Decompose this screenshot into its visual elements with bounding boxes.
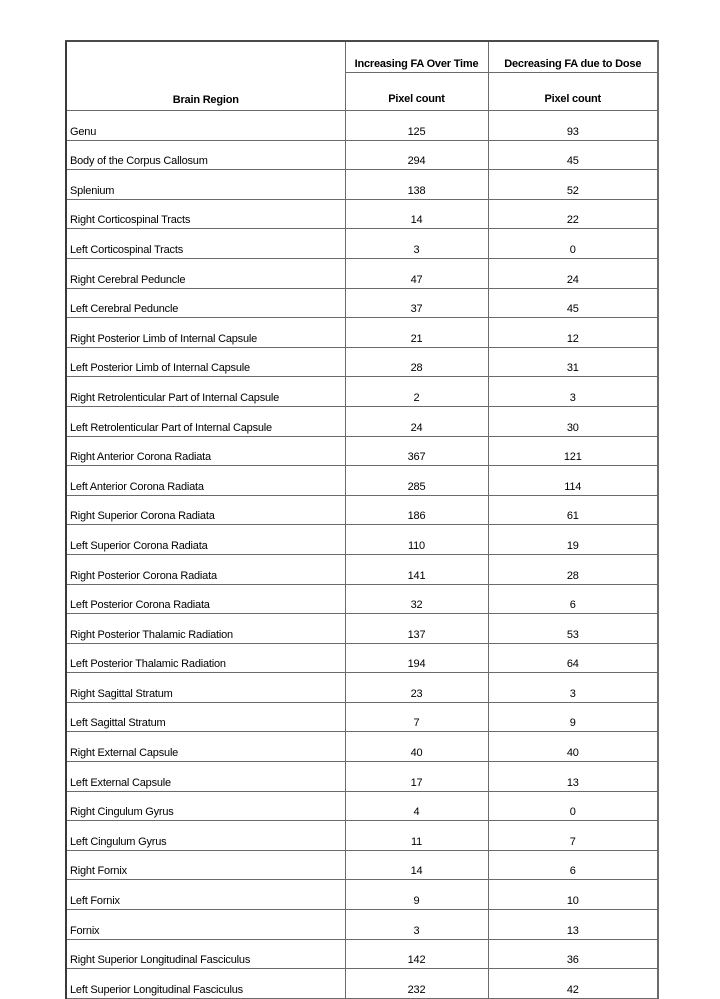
region-cell: Right Retrolenticular Part of Internal Capsule: [66, 377, 345, 407]
increasing-fa-count-cell: 186: [345, 495, 488, 525]
subheader-decreasing-pixel-count: Pixel count: [488, 73, 658, 111]
region-cell: Right Posterior Thalamic Radiation: [66, 614, 345, 644]
region-cell: Left Posterior Corona Radiata: [66, 584, 345, 614]
table-row: [66, 199, 658, 229]
increasing-fa-count-cell: 294: [345, 140, 488, 170]
region-cell: Left Cingulum Gyrus: [66, 821, 345, 851]
increasing-fa-count-cell: 40: [345, 732, 488, 762]
table-row: [66, 821, 658, 851]
increasing-fa-count-cell: 9: [345, 880, 488, 910]
table-row: [66, 436, 658, 466]
decreasing-fa-count-cell: 61: [488, 495, 658, 525]
decreasing-fa-count-cell: 36: [488, 939, 658, 969]
table-row: [66, 702, 658, 732]
region-cell: Genu: [66, 111, 345, 141]
increasing-fa-count-cell: 367: [345, 436, 488, 466]
table-row: [66, 584, 658, 614]
increasing-fa-count-cell: 28: [345, 347, 488, 377]
decreasing-fa-count-cell: 64: [488, 643, 658, 673]
increasing-fa-count-cell: 2: [345, 377, 488, 407]
increasing-fa-count-cell: 137: [345, 614, 488, 644]
table-row: [66, 880, 658, 910]
decreasing-fa-count-cell: 52: [488, 170, 658, 200]
increasing-fa-count-cell: 142: [345, 939, 488, 969]
table-header: [66, 41, 658, 111]
decreasing-fa-count-cell: 45: [488, 288, 658, 318]
region-cell: Right Posterior Corona Radiata: [66, 554, 345, 584]
region-cell: Right Sagittal Stratum: [66, 673, 345, 703]
decreasing-fa-count-cell: 13: [488, 762, 658, 792]
region-cell: Body of the Corpus Callosum: [66, 140, 345, 170]
increasing-fa-count-cell: 285: [345, 466, 488, 496]
header-row-groups: [66, 41, 658, 73]
decreasing-fa-count-cell: 0: [488, 791, 658, 821]
region-cell: Left Superior Corona Radiata: [66, 525, 345, 555]
increasing-fa-count-cell: 24: [345, 406, 488, 436]
increasing-fa-count-cell: 21: [345, 318, 488, 348]
increasing-fa-count-cell: 14: [345, 850, 488, 880]
decreasing-fa-count-cell: 9: [488, 702, 658, 732]
table-row: [66, 554, 658, 584]
region-cell: Right External Capsule: [66, 732, 345, 762]
table-row: [66, 525, 658, 555]
region-cell: Right Cerebral Peduncle: [66, 258, 345, 288]
region-cell: Left Superior Longitudinal Fasciculus: [66, 969, 345, 999]
decreasing-fa-count-cell: 0: [488, 229, 658, 259]
region-cell: Left Fornix: [66, 880, 345, 910]
decreasing-fa-count-cell: 53: [488, 614, 658, 644]
region-cell: Left External Capsule: [66, 762, 345, 792]
table-row: [66, 762, 658, 792]
region-cell: Right Corticospinal Tracts: [66, 199, 345, 229]
table-row: [66, 288, 658, 318]
region-cell: Left Anterior Corona Radiata: [66, 466, 345, 496]
region-cell: Right Posterior Limb of Internal Capsule: [66, 318, 345, 348]
table-row: [66, 347, 658, 377]
decreasing-fa-count-cell: 30: [488, 406, 658, 436]
increasing-fa-count-cell: 37: [345, 288, 488, 318]
decreasing-fa-count-cell: 28: [488, 554, 658, 584]
increasing-fa-count-cell: 138: [345, 170, 488, 200]
decreasing-fa-count-cell: 114: [488, 466, 658, 496]
table-row: [66, 229, 658, 259]
increasing-fa-count-cell: 23: [345, 673, 488, 703]
table-row: [66, 140, 658, 170]
table-row: [66, 614, 658, 644]
table-row: [66, 732, 658, 762]
decreasing-fa-count-cell: 19: [488, 525, 658, 555]
increasing-fa-count-cell: 232: [345, 969, 488, 999]
increasing-fa-count-cell: 110: [345, 525, 488, 555]
increasing-fa-count-cell: 141: [345, 554, 488, 584]
region-cell: Right Cingulum Gyrus: [66, 791, 345, 821]
decreasing-fa-count-cell: 45: [488, 140, 658, 170]
fa-pixel-count-sheet: [65, 40, 657, 999]
increasing-fa-count-cell: 11: [345, 821, 488, 851]
decreasing-fa-count-cell: 121: [488, 436, 658, 466]
increasing-fa-count-cell: 32: [345, 584, 488, 614]
decreasing-fa-count-cell: 12: [488, 318, 658, 348]
increasing-fa-count-cell: 14: [345, 199, 488, 229]
region-cell: Left Posterior Thalamic Radiation: [66, 643, 345, 673]
header-increasing-fa: Increasing FA Over Time: [345, 41, 488, 73]
header-decreasing-fa: Decreasing FA due to Dose: [488, 41, 658, 73]
table-row: [66, 170, 658, 200]
decreasing-fa-count-cell: 3: [488, 377, 658, 407]
table-row: [66, 318, 658, 348]
table-row: [66, 258, 658, 288]
increasing-fa-count-cell: 47: [345, 258, 488, 288]
region-cell: Left Corticospinal Tracts: [66, 229, 345, 259]
decreasing-fa-count-cell: 3: [488, 673, 658, 703]
region-cell: Left Retrolenticular Part of Internal Capsule: [66, 406, 345, 436]
table-row: [66, 969, 658, 999]
region-cell: Left Posterior Limb of Internal Capsule: [66, 347, 345, 377]
region-cell: Right Superior Longitudinal Fasciculus: [66, 939, 345, 969]
decreasing-fa-count-cell: 10: [488, 880, 658, 910]
region-cell: Left Sagittal Stratum: [66, 702, 345, 732]
increasing-fa-count-cell: 4: [345, 791, 488, 821]
increasing-fa-count-cell: 7: [345, 702, 488, 732]
decreasing-fa-count-cell: 31: [488, 347, 658, 377]
increasing-fa-count-cell: 125: [345, 111, 488, 141]
decreasing-fa-count-cell: 6: [488, 584, 658, 614]
decreasing-fa-count-cell: 6: [488, 850, 658, 880]
header-brain-region: Brain Region: [66, 41, 345, 111]
subheader-increasing-pixel-count: Pixel count: [345, 73, 488, 111]
decreasing-fa-count-cell: 40: [488, 732, 658, 762]
decreasing-fa-count-cell: 93: [488, 111, 658, 141]
decreasing-fa-count-cell: 22: [488, 199, 658, 229]
increasing-fa-count-cell: 3: [345, 910, 488, 940]
decreasing-fa-count-cell: 13: [488, 910, 658, 940]
decreasing-fa-count-cell: 24: [488, 258, 658, 288]
table-row: [66, 939, 658, 969]
decreasing-fa-count-cell: 42: [488, 969, 658, 999]
table-row: [66, 495, 658, 525]
region-cell: Right Fornix: [66, 850, 345, 880]
increasing-fa-count-cell: 3: [345, 229, 488, 259]
region-cell: Left Cerebral Peduncle: [66, 288, 345, 318]
table-row: [66, 643, 658, 673]
table-row: [66, 466, 658, 496]
table-row: [66, 791, 658, 821]
table-row: [66, 673, 658, 703]
table-row: [66, 111, 658, 141]
increasing-fa-count-cell: 17: [345, 762, 488, 792]
table-row: [66, 910, 658, 940]
region-cell: Splenium: [66, 170, 345, 200]
table-row: [66, 406, 658, 436]
table-body: [66, 111, 658, 999]
decreasing-fa-count-cell: 7: [488, 821, 658, 851]
region-cell: Right Superior Corona Radiata: [66, 495, 345, 525]
brain-region-table: [65, 40, 659, 999]
table-row: [66, 850, 658, 880]
table-row: [66, 377, 658, 407]
increasing-fa-count-cell: 194: [345, 643, 488, 673]
region-cell: Right Anterior Corona Radiata: [66, 436, 345, 466]
region-cell: Fornix: [66, 910, 345, 940]
